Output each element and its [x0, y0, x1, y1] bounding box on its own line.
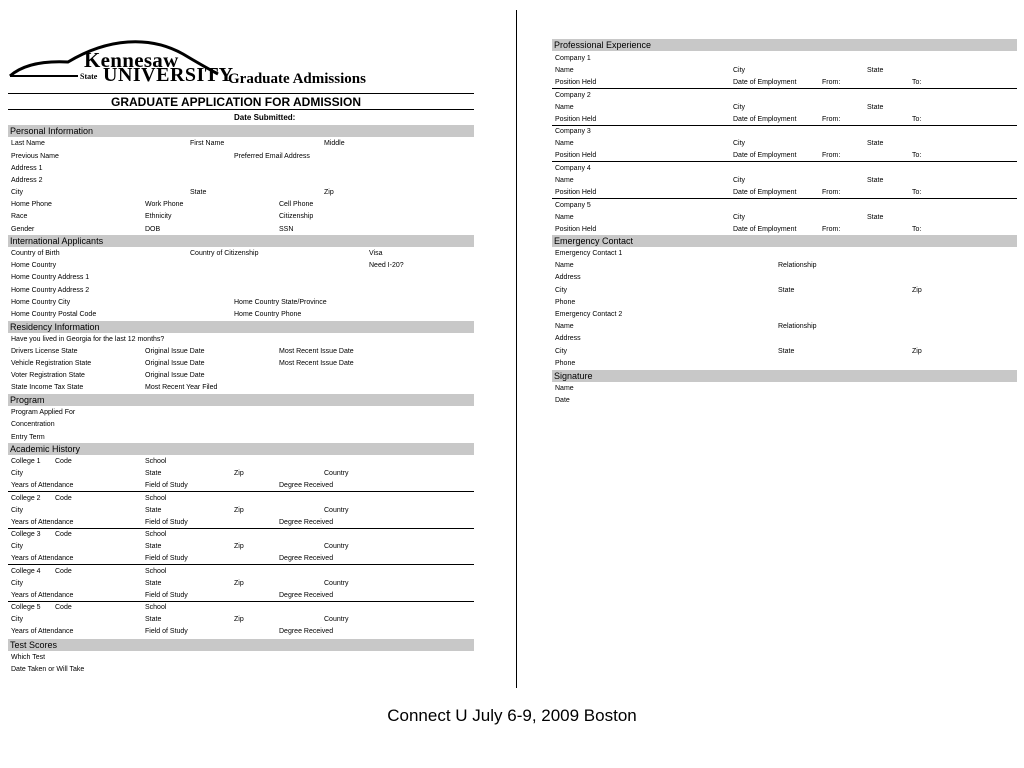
- college-4-school-field[interactable]: School: [145, 567, 167, 575]
- signature-name-field[interactable]: Name: [555, 385, 574, 392]
- college-3-degree-field[interactable]: Degree Received: [279, 555, 334, 563]
- college-2-divider: [8, 528, 474, 529]
- middle-name-field[interactable]: Middle: [324, 140, 345, 147]
- lived-georgia-question[interactable]: Have you lived in Georgia for the last 12 months?: [11, 336, 165, 343]
- preferred-email-field[interactable]: Preferred Email Address: [234, 153, 310, 160]
- college-4-zip-field[interactable]: Zip: [234, 579, 244, 587]
- last-name-field[interactable]: Last Name: [11, 140, 45, 147]
- college-5-code-field[interactable]: Code: [55, 604, 72, 612]
- emergency-contact-1-state-field[interactable]: State: [778, 287, 795, 294]
- voter-registration-state-field[interactable]: Voter Registration State: [11, 372, 85, 379]
- company-1-date-employment-field[interactable]: Date of Employment: [733, 79, 797, 86]
- college-4-years-field[interactable]: Years of Attendance: [11, 591, 74, 599]
- country-of-citizenship-field[interactable]: Country of Citizenship: [190, 250, 259, 257]
- college-2-degree-field[interactable]: Degree Received: [279, 518, 334, 526]
- section-residency-information: Residency Information: [8, 321, 474, 333]
- company-5-to-field[interactable]: To:: [912, 225, 922, 233]
- section-program: Program: [8, 394, 474, 406]
- company-3-from-field[interactable]: From:: [822, 152, 841, 160]
- company-2-label: Company 2: [555, 91, 591, 99]
- company-4-name-field[interactable]: Name: [555, 177, 574, 185]
- emergency-contact-2-city-field[interactable]: City: [555, 348, 568, 355]
- college-4-divider: [8, 601, 474, 602]
- city-field[interactable]: City: [11, 189, 24, 196]
- vehicle-registration-state-field[interactable]: Vehicle Registration State: [11, 360, 92, 367]
- college-2-city-field[interactable]: City: [11, 506, 24, 514]
- company-5-state-field[interactable]: State: [867, 213, 884, 221]
- emergency-contact-1-city-field[interactable]: City: [555, 287, 568, 294]
- company-1-from-field[interactable]: From:: [822, 79, 841, 86]
- company-3-to-field[interactable]: To:: [912, 152, 922, 160]
- college-4-field-of-study[interactable]: Field of Study: [145, 591, 188, 599]
- college-4-label: College 4: [11, 567, 41, 575]
- college-4-city-field[interactable]: City: [11, 579, 24, 587]
- emergency-contact-2-relationship-field[interactable]: Relationship: [778, 323, 817, 330]
- most-recent-year-filed-field[interactable]: Most Recent Year Filed: [145, 384, 218, 391]
- gender-field[interactable]: Gender: [11, 226, 35, 233]
- college-1-country-field[interactable]: Country: [324, 470, 349, 477]
- home-country-postal-field[interactable]: Home Country Postal Code: [11, 311, 97, 318]
- company-3-divider: [552, 161, 1017, 162]
- company-3-position-field[interactable]: Position Held: [555, 152, 597, 160]
- emergency-contact-2-label: Emergency Contact 2: [555, 311, 623, 318]
- voter-orig-issue-field[interactable]: Original Issue Date: [145, 372, 205, 379]
- company-4-label: Company 4: [555, 165, 591, 173]
- vehicle-orig-issue-field[interactable]: Original Issue Date: [145, 360, 205, 367]
- logo-kennesaw-text: Kennesaw: [84, 48, 179, 72]
- company-2-to-field[interactable]: To:: [912, 115, 922, 123]
- company-5-label: Company 5: [555, 201, 591, 209]
- company-2-date-employment-field[interactable]: Date of Employment: [733, 115, 797, 123]
- company-4-divider: [552, 198, 1017, 199]
- program-applied-for-field[interactable]: Program Applied For: [11, 409, 76, 416]
- college-1-state-field[interactable]: State: [145, 470, 162, 477]
- company-2-name-field[interactable]: Name: [555, 103, 574, 111]
- ssn-field[interactable]: SSN: [279, 226, 294, 233]
- company-4-from-field[interactable]: From:: [822, 189, 841, 197]
- home-country-address1-field[interactable]: Home Country Address 1: [11, 274, 90, 281]
- company-5-date-employment-field[interactable]: Date of Employment: [733, 225, 797, 233]
- company-1-label: Company 1: [555, 55, 591, 62]
- college-3-country-field[interactable]: Country: [324, 543, 349, 551]
- college-2-label: College 2: [11, 494, 41, 502]
- company-2-state-field[interactable]: State: [867, 103, 884, 111]
- section-international-applicants: International Applicants: [8, 235, 474, 247]
- company-5-position-field[interactable]: Position Held: [555, 225, 597, 233]
- company-2-divider: [552, 125, 1017, 126]
- slide-footer: Connect U July 6-9, 2009 Boston: [387, 706, 637, 725]
- address1-field[interactable]: Address 1: [11, 165, 43, 172]
- state-field[interactable]: State: [190, 189, 207, 196]
- college-3-field-of-study[interactable]: Field of Study: [145, 555, 188, 563]
- citizenship-field[interactable]: Citizenship: [279, 213, 314, 220]
- company-1-name-field[interactable]: Name: [555, 67, 574, 74]
- emergency-contact-1-relationship-field[interactable]: Relationship: [778, 262, 817, 269]
- college-5-city-field[interactable]: City: [11, 616, 24, 624]
- college-3-school-field[interactable]: School: [145, 531, 167, 539]
- country-of-birth-field[interactable]: Country of Birth: [11, 250, 60, 257]
- company-1-city-field[interactable]: City: [733, 67, 746, 74]
- address2-field[interactable]: Address 2: [11, 177, 43, 184]
- zip-field[interactable]: Zip: [324, 189, 334, 196]
- work-phone-field[interactable]: Work Phone: [145, 201, 184, 208]
- emergency-contact-2-state-field[interactable]: State: [778, 348, 795, 355]
- emergency-contact-2-address-field[interactable]: Address: [555, 335, 581, 342]
- state-income-tax-field[interactable]: State Income Tax State: [11, 384, 84, 391]
- emergency-contact-1-name-field[interactable]: Name: [555, 262, 574, 269]
- drivers-license-recent-issue-field[interactable]: Most Recent Issue Date: [279, 348, 354, 355]
- college-2-field-of-study[interactable]: Field of Study: [145, 518, 188, 526]
- title-rule-bottom: [8, 109, 474, 110]
- company-2-position-field[interactable]: Position Held: [555, 115, 597, 123]
- college-3-years-field[interactable]: Years of Attendance: [11, 555, 74, 563]
- title-rule-top: [8, 93, 474, 94]
- company-2-city-field[interactable]: City: [733, 103, 746, 111]
- company-3-label: Company 3: [555, 128, 591, 136]
- company-1-to-field[interactable]: To:: [912, 79, 922, 86]
- section-academic-history: Academic History: [8, 443, 474, 455]
- drivers-license-orig-issue-field[interactable]: Original Issue Date: [145, 348, 205, 355]
- home-country-phone-field[interactable]: Home Country Phone: [234, 311, 302, 318]
- previous-name-field[interactable]: Previous Name: [11, 153, 59, 160]
- cell-phone-field[interactable]: Cell Phone: [279, 201, 314, 208]
- which-test-field[interactable]: Which Test: [11, 654, 46, 661]
- college-4-country-field[interactable]: Country: [324, 579, 349, 587]
- college-5-school-field[interactable]: School: [145, 604, 167, 612]
- emergency-contact-2-phone-field[interactable]: Phone: [555, 360, 576, 367]
- company-4-city-field[interactable]: City: [733, 177, 746, 185]
- college-5-degree-field[interactable]: Degree Received: [279, 628, 334, 636]
- college-1-field-of-study[interactable]: Field of Study: [145, 482, 188, 489]
- college-5-zip-field[interactable]: Zip: [234, 616, 244, 624]
- emergency-contact-1-zip-field[interactable]: Zip: [912, 287, 922, 294]
- college-1-city-field[interactable]: City: [11, 470, 24, 477]
- form-title: GRADUATE APPLICATION FOR ADMISSION: [111, 95, 361, 109]
- company-1-state-field[interactable]: State: [867, 67, 884, 74]
- dob-field[interactable]: DOB: [145, 226, 161, 233]
- college-5-label: College 5: [11, 604, 41, 612]
- college-3-city-field[interactable]: City: [11, 543, 24, 551]
- logo-university-text: UNIVERSITY: [103, 64, 234, 86]
- college-2-code-field[interactable]: Code: [55, 494, 72, 502]
- college-2-country-field[interactable]: Country: [324, 506, 349, 514]
- section-signature: Signature: [552, 370, 1017, 382]
- section-professional-experience: Professional Experience: [552, 39, 1017, 51]
- company-3-name-field[interactable]: Name: [555, 140, 574, 148]
- company-1-divider: [552, 88, 1017, 89]
- college-1-code-field[interactable]: Code: [55, 458, 72, 465]
- section-personal-information: Personal Information: [8, 125, 474, 137]
- college-1-years-field[interactable]: Years of Attendance: [11, 482, 74, 489]
- date-submitted-label: Date Submitted:: [234, 113, 296, 122]
- company-4-position-field[interactable]: Position Held: [555, 189, 597, 197]
- college-2-years-field[interactable]: Years of Attendance: [11, 518, 74, 526]
- visa-field[interactable]: Visa: [369, 250, 383, 257]
- college-3-label: College 3: [11, 531, 41, 539]
- emergency-contact-2-zip-field[interactable]: Zip: [912, 348, 922, 355]
- section-test-scores: Test Scores: [8, 639, 474, 651]
- college-5-field-of-study[interactable]: Field of Study: [145, 628, 188, 636]
- college-4-state-field[interactable]: State: [145, 579, 162, 587]
- company-5-city-field[interactable]: City: [733, 213, 746, 221]
- ethnicity-field[interactable]: Ethnicity: [145, 213, 172, 220]
- college-1-divider: [8, 491, 474, 492]
- company-3-city-field[interactable]: City: [733, 140, 746, 148]
- page-divider: [516, 10, 517, 688]
- concentration-field[interactable]: Concentration: [11, 421, 55, 428]
- college-2-school-field[interactable]: School: [145, 494, 167, 502]
- home-country-field[interactable]: Home Country: [11, 262, 57, 269]
- college-5-country-field[interactable]: Country: [324, 616, 349, 624]
- vehicle-recent-issue-field[interactable]: Most Recent Issue Date: [279, 360, 354, 367]
- college-2-state-field[interactable]: State: [145, 506, 162, 514]
- logo-graduate-admissions: Graduate Admissions: [228, 71, 366, 87]
- entry-term-field[interactable]: Entry Term: [11, 434, 45, 441]
- college-3-state-field[interactable]: State: [145, 543, 162, 551]
- company-3-state-field[interactable]: State: [867, 140, 884, 148]
- home-country-state-field[interactable]: Home Country State/Province: [234, 299, 327, 306]
- college-1-degree-field[interactable]: Degree Received: [279, 482, 334, 489]
- college-2-zip-field[interactable]: Zip: [234, 506, 244, 514]
- emergency-contact-1-label: Emergency Contact 1: [555, 250, 623, 257]
- race-field[interactable]: Race: [11, 213, 28, 220]
- college-3-zip-field[interactable]: Zip: [234, 543, 244, 551]
- company-2-from-field[interactable]: From:: [822, 115, 841, 123]
- home-country-address2-field[interactable]: Home Country Address 2: [11, 287, 90, 294]
- college-1-zip-field[interactable]: Zip: [234, 470, 244, 477]
- first-name-field[interactable]: First Name: [190, 140, 225, 147]
- date-taken-field[interactable]: Date Taken or Will Take: [11, 666, 85, 673]
- company-4-to-field[interactable]: To:: [912, 189, 922, 197]
- company-4-date-employment-field[interactable]: Date of Employment: [733, 189, 797, 197]
- signature-date-field[interactable]: Date: [555, 397, 570, 404]
- drivers-license-state-field[interactable]: Drivers License State: [11, 348, 78, 355]
- logo-state-text: State: [80, 72, 98, 81]
- home-country-city-field[interactable]: Home Country City: [11, 299, 71, 306]
- company-3-date-employment-field[interactable]: Date of Employment: [733, 152, 797, 160]
- home-phone-field[interactable]: Home Phone: [11, 201, 52, 208]
- section-emergency-contact: Emergency Contact: [552, 235, 1017, 247]
- college-1-school-field[interactable]: School: [145, 458, 167, 465]
- college-5-years-field[interactable]: Years of Attendance: [11, 628, 74, 636]
- emergency-contact-1-phone-field[interactable]: Phone: [555, 299, 576, 306]
- college-3-divider: [8, 564, 474, 565]
- company-5-from-field[interactable]: From:: [822, 225, 841, 233]
- college-1-label: College 1: [11, 458, 41, 465]
- emergency-contact-2-name-field[interactable]: Name: [555, 323, 574, 330]
- emergency-contact-1-address-field[interactable]: Address: [555, 274, 581, 281]
- need-i20-field[interactable]: Need I-20?: [369, 262, 404, 269]
- college-4-code-field[interactable]: Code: [55, 567, 72, 575]
- company-4-state-field[interactable]: State: [867, 177, 884, 185]
- company-5-name-field[interactable]: Name: [555, 213, 574, 221]
- company-1-position-field[interactable]: Position Held: [555, 79, 597, 86]
- college-3-code-field[interactable]: Code: [55, 531, 72, 539]
- college-5-state-field[interactable]: State: [145, 616, 162, 624]
- college-4-degree-field[interactable]: Degree Received: [279, 591, 334, 599]
